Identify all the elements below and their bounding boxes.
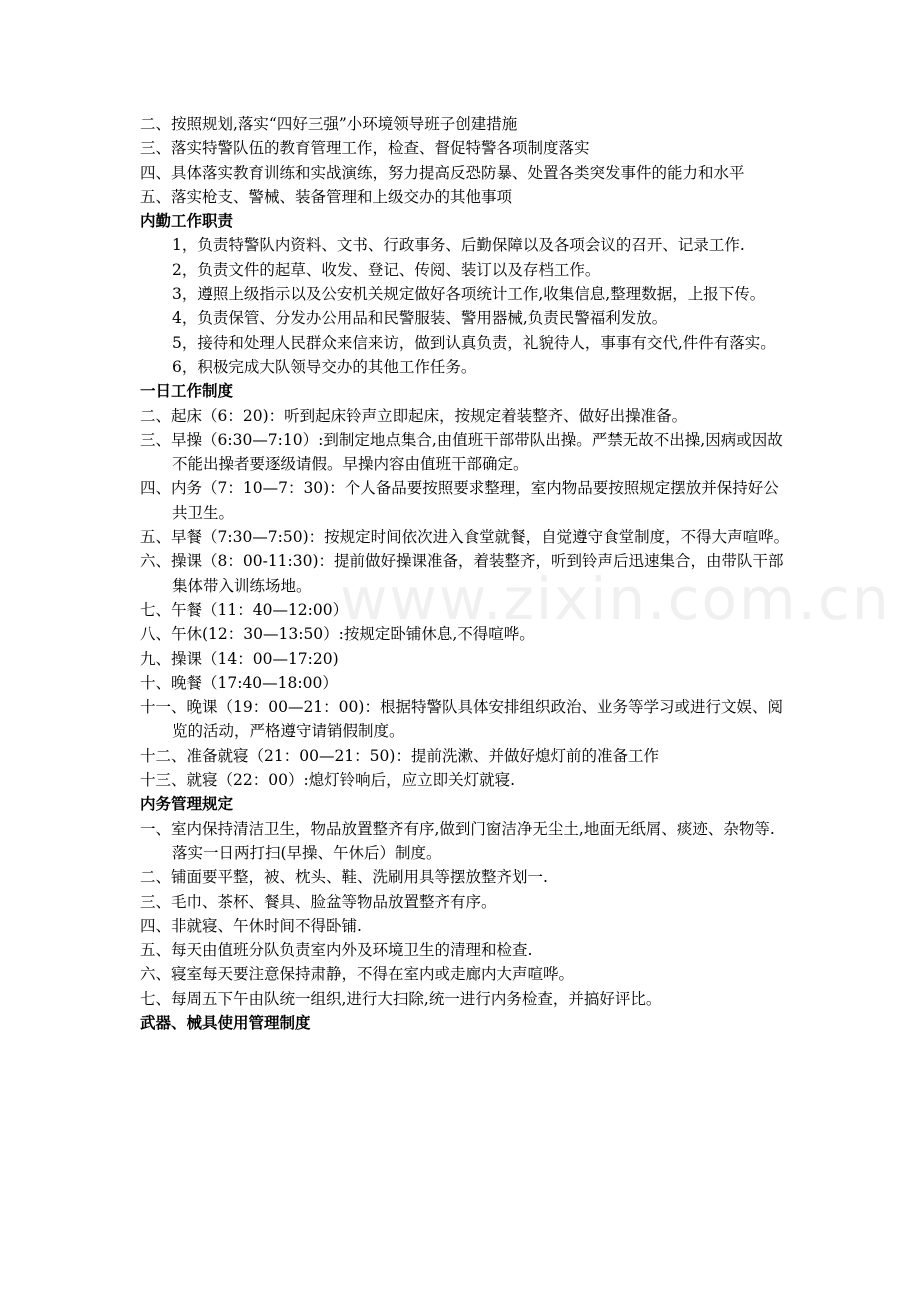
list-item: 十、晚餐（17:40—18:00）	[140, 673, 338, 692]
list-item: 十一、晚课（19：00—21：00)：根据特警队具体安排组织政治、业务等学习或进行文娱、阅览的活动，严格遵守请销假制度。	[140, 698, 783, 741]
list-item: 三、落实特警队伍的教育管理工作，检查、督促特警各项制度落实	[140, 139, 590, 158]
list-item: 四、具体落实教育训练和实战演练，努力提高反恐防暴、处置各类突发事件的能力和水平	[140, 163, 745, 182]
housekeeping-rules-list	[140, 817, 790, 1011]
list-item: 七、每周五下午由队统一组织,进行大扫除,统一进行内务检查，并搞好评比。	[140, 989, 662, 1008]
list-item: 五、早餐（7:30—7:50)：按规定时间依次进入食堂就餐，自觉遵守食堂制度，不得大声喧哗。	[140, 528, 790, 547]
list-item: 八、午休(12：30—13:50）:按规定卧铺休息,不得喧哗。	[140, 625, 535, 644]
list-item: 三、毛巾、茶杯、餐具、脸盆等物品放置整齐有序。	[140, 892, 497, 911]
watermark: www.zixin.com.cn	[340, 565, 891, 633]
section-heading-weapons-rules: 武器、械具使用管理制度	[140, 1013, 311, 1032]
list-item: 一、室内保持清洁卫生，物品放置整齐有序,做到门窗洁净无尘土,地面无纸屑、痰迹、杂物等.落实一日两打扫(早操、午休后）制度。	[140, 819, 775, 862]
list-item: 十三、就寝（22：00）:熄灯铃响后，应立即关灯就寝.	[140, 771, 516, 790]
list-item: 七、午餐（11：40—12:00）	[140, 600, 349, 619]
list-item: 四、非就寝、午休时间不得卧铺.	[140, 916, 362, 935]
list-item: 十二、准备就寝（21：00—21：50)：提前洗漱、并做好熄灯前的准备工作	[140, 746, 659, 765]
section-heading-clerical-duties: 内勤工作职责	[140, 212, 234, 231]
list-item: 6，积极完成大队领导交办的其他工作任务。	[172, 357, 477, 376]
list-item: 二、铺面要平整，被、枕头、鞋、洗刷用具等摆放整齐划一.	[140, 868, 548, 887]
list-item: 四、内务（7：10—7：30)：个人备品要按照要求整理，室内物品要按照规定摆放并保持好公共卫生。	[140, 479, 779, 522]
list-item: 二、起床（6：20)：听到起床铃声立即起床，按规定着装整齐、做好出操准备。	[140, 406, 688, 425]
list-item: 5，接待和处理人民群众来信来访，做到认真负责，礼貌待人，事事有交代,件件有落实。	[172, 333, 776, 352]
document-body	[140, 112, 790, 1035]
list-item: 3，遵照上级指示以及公安机关规定做好各项统计工作,收集信息,整理数据，上报下传。	[172, 285, 766, 304]
clerical-duties-list	[140, 233, 790, 379]
list-item: 九、操课（14：00—17:20)	[140, 649, 339, 668]
section-heading-daily-schedule: 一日工作制度	[140, 382, 234, 401]
list-item: 三、早操（6:30—7:10）:到制定地点集合,由值班干部带队出操。严禁无故不出操,因病或因故不能出操者要逐级请假。早操内容由值班干部确定。	[140, 430, 783, 474]
list-item: 1，负责特警队内资料、文书、行政事务、后勤保障以及各项会议的召开、记录工作.	[172, 236, 745, 255]
list-item: 五、每天由值班分队负责室内外及环境卫生的清理和检查.	[140, 941, 533, 960]
duty-list	[140, 112, 790, 209]
list-item: 4，负责保管、分发办公用品和民警服装、警用器械,负责民警福利发放。	[172, 309, 668, 328]
section-heading-housekeeping-rules: 内务管理规定	[140, 795, 234, 814]
daily-schedule-list	[140, 404, 790, 793]
list-item: 六、寝室每天要注意保持肃静，不得在室内或走廊内大声喧哗。	[140, 965, 575, 984]
list-item: 二、按照规划,落实“四好三强”小环境领导班子创建措施	[140, 115, 518, 133]
list-item: 五、落实枪支、警械、装备管理和上级交办的其他事项	[140, 187, 513, 206]
list-item: 六、操课（8：00-11:30)：提前做好操课准备，着装整齐，听到铃声后迅速集合，由带队干部集体带入训练场地。	[140, 552, 784, 595]
list-item: 2，负责文件的起草、收发、登记、传阅、装订以及存档工作。	[172, 260, 601, 279]
